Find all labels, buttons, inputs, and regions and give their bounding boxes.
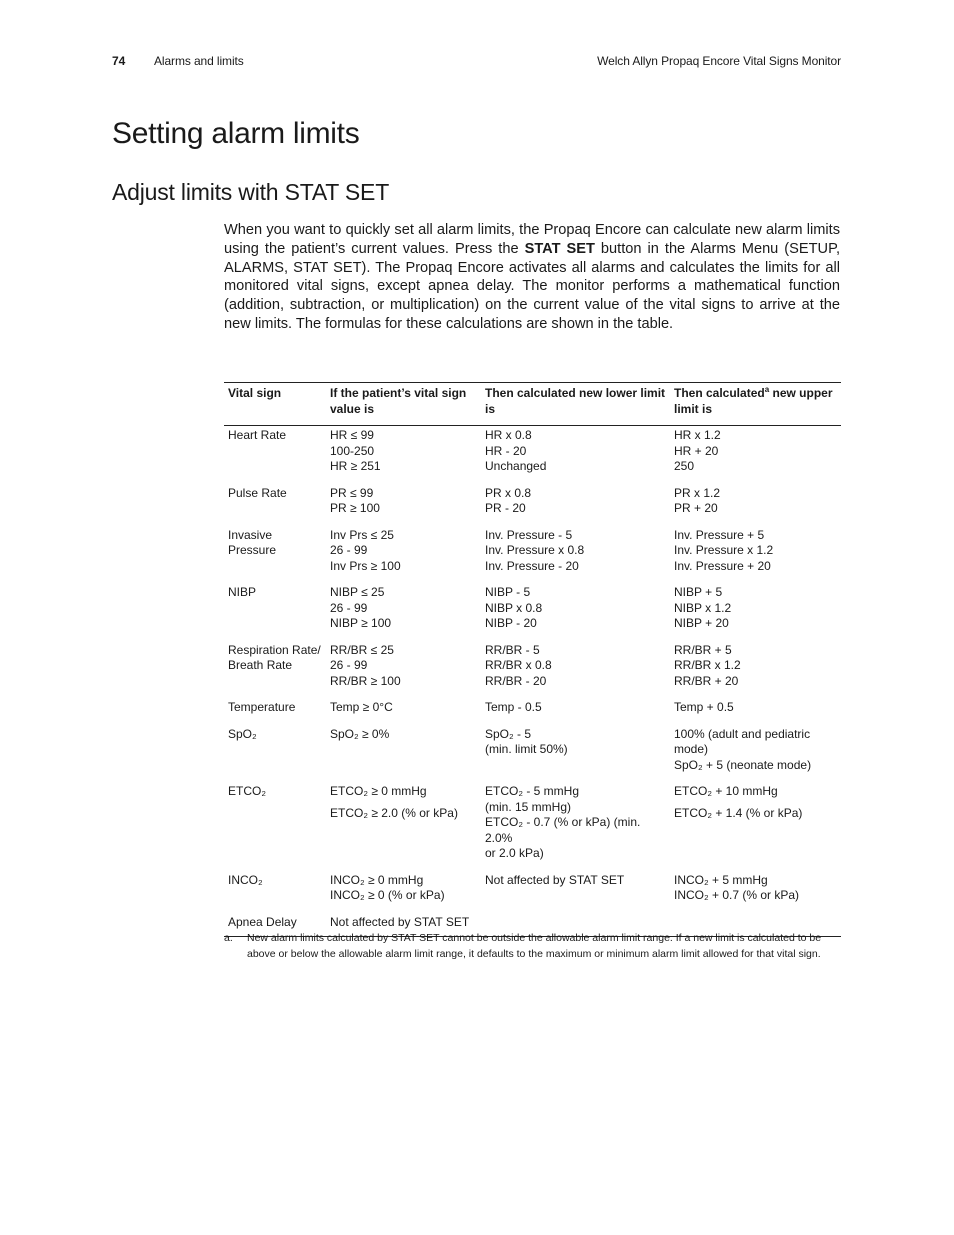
page-number: 74 bbox=[112, 54, 126, 68]
footnote-mark: a. bbox=[224, 932, 233, 944]
cell-upper bbox=[670, 727, 841, 785]
cell-value bbox=[326, 486, 481, 528]
cell-value bbox=[326, 426, 481, 486]
cell-line: ETCO₂ ≥ 0 mmHg bbox=[330, 784, 427, 798]
cell-value bbox=[326, 700, 481, 727]
cell-upper bbox=[670, 528, 841, 586]
cell-line: ETCO₂ bbox=[228, 784, 266, 798]
cell-upper bbox=[670, 873, 841, 915]
table-header-row bbox=[224, 383, 841, 426]
cell-lower bbox=[481, 486, 670, 528]
cell-line: SpO₂ bbox=[228, 726, 257, 741]
cell-line: Not affected by STAT SET bbox=[485, 872, 625, 887]
cell-line: PR - 20 bbox=[485, 501, 526, 515]
cell-upper bbox=[670, 784, 841, 873]
cell-line: RR/BR - 20 bbox=[485, 673, 547, 688]
cell-line: 26 - 99 bbox=[330, 600, 368, 615]
cell-line: Inv Prs ≥ 100 bbox=[330, 558, 401, 573]
cell-value bbox=[326, 727, 481, 785]
cell-line: INCO₂ bbox=[228, 872, 263, 887]
cell-line: Inv. Pressure + 5 bbox=[674, 527, 765, 542]
cell-line: INCO₂ ≥ 0 mmHg bbox=[330, 872, 424, 887]
cell-line: SpO₂ + 5 (neonate mode) bbox=[674, 757, 812, 772]
table-row bbox=[224, 700, 841, 727]
cell-line: Apnea Delay bbox=[228, 914, 297, 929]
header-lower-limit: Then calculated new lower limit is bbox=[481, 383, 670, 426]
header-upper-text-end: new upper limit is bbox=[674, 386, 833, 416]
cell-line: ETCO₂ ≥ 2.0 (% or kPa) bbox=[330, 805, 458, 820]
header-value: If the patient’s vital sign value is bbox=[326, 383, 481, 426]
cell-line: ETCO₂ + 1.4 (% or kPa) bbox=[674, 805, 803, 820]
page-title: Setting alarm limits bbox=[112, 117, 360, 150]
cell-line: Inv. Pressure - 20 bbox=[485, 558, 579, 573]
table-row bbox=[224, 873, 841, 915]
cell-lower bbox=[481, 643, 670, 701]
cell-line: PR ≤ 99 bbox=[330, 485, 374, 500]
cell-line: NIBP x 1.2 bbox=[674, 600, 732, 615]
header-upper-limit bbox=[670, 383, 841, 426]
cell-line: RR/BR x 0.8 bbox=[485, 658, 552, 672]
cell-line: RR/BR - 5 bbox=[485, 642, 540, 657]
table-row bbox=[224, 585, 841, 643]
cell-line: Inv. Pressure x 0.8 bbox=[485, 543, 585, 557]
cell-line: ETCO₂ - 0.7 (% or kPa) (min. 2.0% bbox=[485, 815, 641, 845]
cell-line: RR/BR + 5 bbox=[674, 642, 732, 657]
cell-line: Invasive bbox=[228, 527, 273, 542]
table-body bbox=[224, 426, 841, 937]
cell-line: HR x 1.2 bbox=[674, 428, 721, 442]
cell-vital bbox=[224, 486, 326, 528]
cell-line: ETCO₂ + 10 mmHg bbox=[674, 784, 778, 798]
cell-lower bbox=[481, 727, 670, 785]
cell-upper bbox=[670, 486, 841, 528]
cell-vital bbox=[224, 585, 326, 643]
cell-vital bbox=[224, 426, 326, 486]
cell-line: PR x 1.2 bbox=[674, 485, 721, 500]
footnote bbox=[224, 931, 841, 962]
cell-line: mode) bbox=[674, 742, 709, 756]
cell-line: 26 - 99 bbox=[330, 543, 368, 557]
cell-line: HR - 20 bbox=[485, 443, 527, 458]
cell-line: Temp - 0.5 bbox=[485, 700, 542, 714]
cell-lower bbox=[481, 528, 670, 586]
cell-line: Temp ≥ 0°C bbox=[330, 700, 393, 714]
cell-line: NIBP - 20 bbox=[485, 616, 537, 630]
book-title: Welch Allyn Propaq Encore Vital Signs Monitor bbox=[597, 54, 841, 68]
cell-line: Temperature bbox=[228, 700, 296, 714]
footnote-ref: a bbox=[764, 385, 770, 394]
cell-line: 250 bbox=[674, 459, 695, 473]
cell-vital bbox=[224, 700, 326, 727]
cell-line: RR/BR + 20 bbox=[674, 673, 739, 688]
cell-line: SpO₂ ≥ 0% bbox=[330, 726, 390, 741]
cell-value bbox=[326, 585, 481, 643]
cell-line: 100-250 bbox=[330, 443, 375, 458]
cell-line: Unchanged bbox=[485, 459, 547, 473]
header-upper-text: Then calculated bbox=[674, 386, 765, 400]
cell-line: 26 - 99 bbox=[330, 658, 368, 672]
cell-vital bbox=[224, 528, 326, 586]
cell-line: PR + 20 bbox=[674, 501, 718, 515]
cell-value bbox=[326, 873, 481, 915]
cell-line: PR x 0.8 bbox=[485, 485, 532, 500]
intro-text-end: button in the Alarms Menu (SETUP, ALARMS, STAT SET). The Propaq Encore activates all alarms and calculates the limits for all monitored vital signs, except apnea delay. The monitor performs a mathematical function (addition, subtraction, or multiplication) on the current value of the vital signs to arrive at the new limits. The formulas for these calculations are shown in the table. bbox=[224, 240, 840, 332]
cell-upper bbox=[670, 643, 841, 701]
cell-line: (min. 15 mmHg) bbox=[485, 799, 572, 814]
intro-paragraph bbox=[224, 221, 840, 334]
cell-line: ETCO₂ - 5 mmHg bbox=[485, 784, 579, 798]
cell-vital bbox=[224, 643, 326, 701]
cell-line: Not affected by STAT SET bbox=[330, 914, 470, 929]
section-name: Alarms and limits bbox=[154, 54, 244, 68]
cell-line: Inv. Pressure + 20 bbox=[674, 558, 771, 573]
cell-vital bbox=[224, 873, 326, 915]
cell-line: HR ≤ 99 bbox=[330, 428, 374, 442]
cell-upper bbox=[670, 426, 841, 486]
cell-value bbox=[326, 528, 481, 586]
table-row bbox=[224, 486, 841, 528]
stat-set-term: STAT SET bbox=[524, 240, 595, 257]
header-vital-sign: Vital sign bbox=[224, 383, 326, 426]
table-row bbox=[224, 528, 841, 586]
table-row bbox=[224, 784, 841, 873]
cell-line: Inv. Pressure - 5 bbox=[485, 527, 573, 542]
table-row bbox=[224, 727, 841, 785]
cell-line: (min. limit 50%) bbox=[485, 742, 568, 756]
cell-line: Pressure bbox=[228, 543, 277, 557]
cell-vital bbox=[224, 784, 326, 873]
cell-line: Temp + 0.5 bbox=[674, 700, 734, 714]
cell-line: NIBP + 20 bbox=[674, 616, 729, 630]
cell-line: RR/BR ≤ 25 bbox=[330, 642, 394, 657]
cell-line: INCO₂ ≥ 0 (% or kPa) bbox=[330, 888, 445, 902]
cell-line: INCO₂ + 0.7 (% or kPa) bbox=[674, 888, 800, 902]
cell-vital bbox=[224, 727, 326, 785]
cell-line: NIBP + 5 bbox=[674, 585, 723, 599]
cell-line: Inv Prs ≤ 25 bbox=[330, 527, 394, 542]
cell-upper bbox=[670, 585, 841, 643]
cell-line: INCO₂ + 5 mmHg bbox=[674, 872, 768, 887]
cell-line: HR x 0.8 bbox=[485, 428, 532, 442]
cell-value bbox=[326, 784, 481, 873]
cell-line: NIBP - 5 bbox=[485, 585, 531, 599]
cell-lower bbox=[481, 784, 670, 873]
intro-text-start: When you want to quickly set all alarm limits, the Propaq Encore can calculate new alarm limits using the patient’s current values. Press the bbox=[224, 222, 840, 257]
section-heading: Adjust limits with STAT SET bbox=[112, 179, 390, 205]
cell-line: RR/BR ≥ 100 bbox=[330, 673, 401, 688]
cell-line: or 2.0 kPa) bbox=[485, 846, 544, 860]
cell-line: RR/BR x 1.2 bbox=[674, 658, 741, 672]
cell-line: NIBP ≥ 100 bbox=[330, 616, 392, 630]
cell-line: SpO₂ - 5 bbox=[485, 726, 532, 741]
cell-line: Breath Rate bbox=[228, 658, 293, 672]
cell-line: Inv. Pressure x 1.2 bbox=[674, 543, 774, 557]
alarm-limits-table bbox=[224, 382, 841, 937]
running-head bbox=[112, 52, 841, 70]
cell-lower bbox=[481, 585, 670, 643]
footnote-text: New alarm limits calculated by STAT SET cannot be outside the allowable alarm limit range. If a new limit is calculated to be above or below the allowable alarm limit range, it defaults to the maximum or minimum alarm limit allowed for that vital sign. bbox=[247, 932, 822, 960]
table-row bbox=[224, 643, 841, 701]
cell-lower bbox=[481, 426, 670, 486]
cell-line: HR + 20 bbox=[674, 443, 719, 458]
cell-line: NIBP ≤ 25 bbox=[330, 585, 385, 599]
cell-line: Heart Rate bbox=[228, 428, 287, 442]
cell-line: NIBP bbox=[228, 585, 257, 599]
cell-line: NIBP x 0.8 bbox=[485, 600, 543, 615]
cell-line: Respiration Rate/ bbox=[228, 642, 321, 657]
table-row bbox=[224, 426, 841, 486]
cell-line: Pulse Rate bbox=[228, 485, 287, 500]
cell-lower bbox=[481, 700, 670, 727]
cell-line: 100% (adult and pediatric bbox=[674, 726, 811, 741]
cell-line: HR ≥ 251 bbox=[330, 459, 381, 473]
cell-line: PR ≥ 100 bbox=[330, 501, 380, 515]
cell-upper bbox=[670, 700, 841, 727]
cell-value bbox=[326, 643, 481, 701]
cell-lower bbox=[481, 873, 670, 915]
